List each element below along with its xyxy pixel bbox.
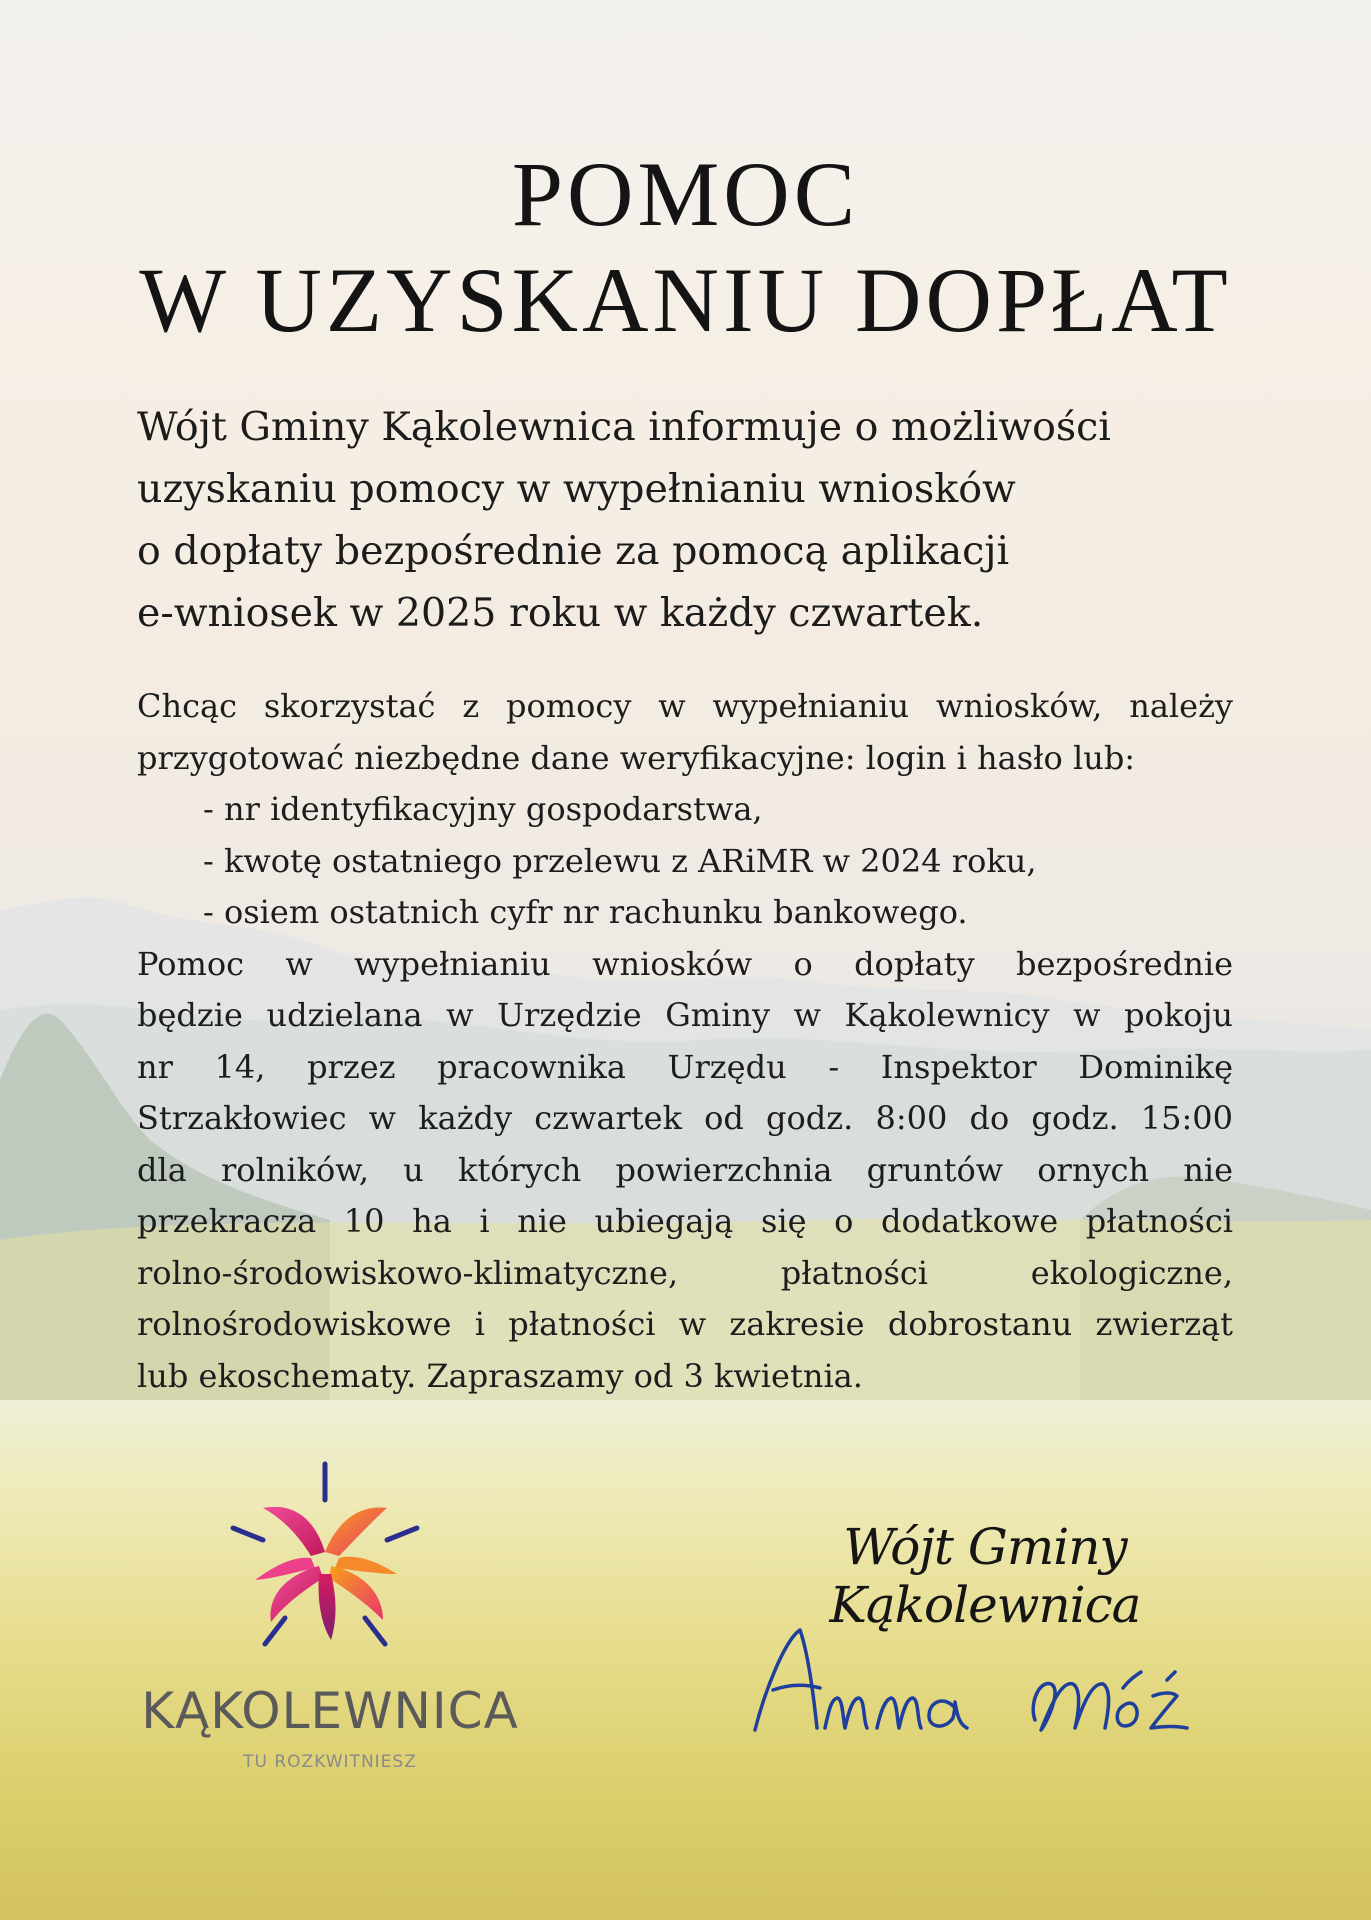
municipality-logo	[130, 1460, 530, 1780]
flower-star-logo-icon	[225, 1460, 425, 1660]
list-item: - kwotę ostatniego przelewu z ARiMR w 2024 roku,	[203, 841, 1037, 880]
body-line: rolno-środowiskowo-klimatyczne, płatności ekologiczne,	[137, 1253, 1233, 1292]
body-line: Pomoc w wypełnianiu wniosków o dopłaty bezpośrednie	[137, 944, 1233, 983]
page-title-line-1: POMOC	[511, 143, 860, 245]
page-title-line-2: W UZYSKANIU DOPŁAT	[139, 249, 1232, 351]
body-line: rolnośrodowiskowe i płatności w zakresie dobrostanu zwierząt	[137, 1305, 1233, 1343]
body-line: Strzakłowiec w każdy czwartek od godz. 8:00 do godz. 15:00	[137, 1099, 1233, 1137]
body-line: lub ekoschematy. Zapraszamy od 3 kwietnia.	[137, 1356, 863, 1395]
logo-tagline: TU ROZKWITNIESZ	[243, 1752, 417, 1772]
body-line: przekracza 10 ha i nie ubiegają się o dodatkowe płatności	[137, 1202, 1233, 1240]
list-item: - osiem ostatnich cyfr nr rachunku bankowego.	[203, 893, 968, 931]
body-line: nr 14, przez pracownika Urzędu - Inspektor Dominikę	[137, 1047, 1233, 1086]
intro-line: o dopłaty bezpośrednie za pomocą aplikacji	[137, 528, 1010, 574]
body-line: przygotować niezbędne dane weryfikacyjne: login i hasło lub:	[137, 738, 1136, 777]
body-line: będzie udzielana w Urzędzie Gminy w Kąkolewnicy w pokoju	[137, 996, 1233, 1034]
intro-line: e-wniosek w 2025 roku w każdy czwartek.	[137, 590, 984, 636]
body-text	[137, 681, 1233, 1402]
intro-line: uzyskaniu pomocy w wypełnianiu wniosków	[137, 466, 1016, 512]
body-line: dla rolników, u których powierzchnia gruntów ornych nie	[137, 1150, 1233, 1189]
intro-line: Wójt Gminy Kąkolewnica informuje o możliwości	[137, 404, 1111, 450]
logo-wordmark: KĄKOLEWNICA	[141, 1682, 519, 1740]
list-item: - nr identyfikacyjny gospodarstwa,	[203, 790, 763, 828]
handwritten-signature	[745, 1610, 1245, 1760]
body-line: Chcąc skorzystać z pomocy w wypełnianiu wniosków, należy	[137, 687, 1233, 725]
signature-title: Wójt Gminy Kąkolewnica	[829, 1518, 1141, 1634]
intro-paragraph	[137, 396, 1237, 644]
